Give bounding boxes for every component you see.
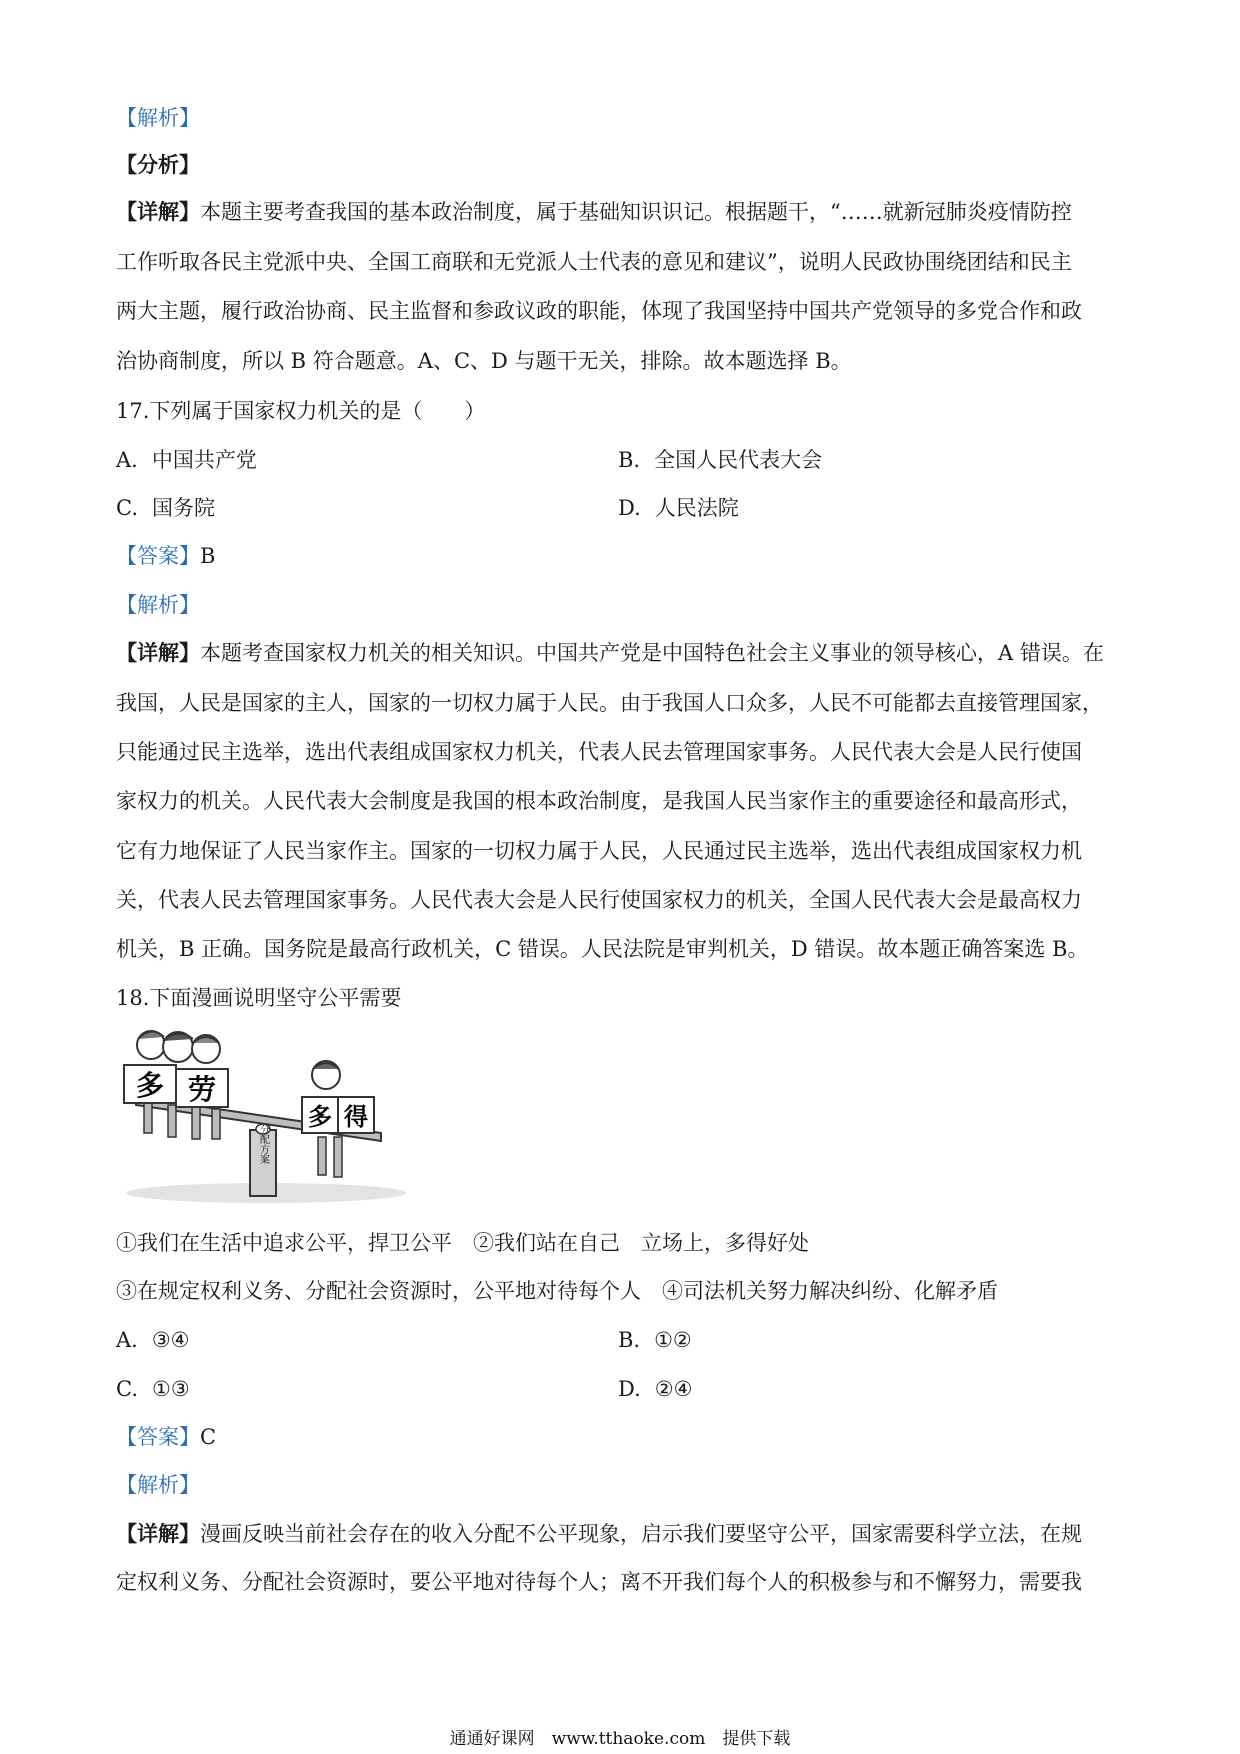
q17-answer: 【答案】B	[116, 544, 216, 568]
svg-text:多: 多	[135, 1069, 165, 1102]
svg-text:劳: 劳	[187, 1073, 217, 1106]
fairness-cartoon	[116, 1025, 416, 1207]
q16-detail-line-3: 两大主题，履行政治协商、民主监督和参政议政的职能，体现了我国坚持中国共产党领导的多党合作和政	[116, 299, 1082, 323]
q18-stem: 18.下面漫画说明坚守公平需要	[116, 986, 402, 1010]
q17-option-b: B. 全国人民代表大会	[618, 448, 823, 472]
q18-option-c: C. ①③	[116, 1377, 190, 1401]
fenxi-label: 【分析】	[116, 152, 200, 177]
q16-detail-line-4: 治协商制度，所以 B 符合题意。A、C、D 与题干无关，排除。故本题选择 B。	[116, 349, 852, 373]
q17-option-a: A. 中国共产党	[116, 448, 257, 472]
q17-jiexi-label: 【解析】	[116, 593, 200, 617]
q18-detail-line-1: 【详解】漫画反映当前社会存在的收入分配不公平现象，启示我们要坚守公平，国家需要科学立法，在规	[116, 1521, 1082, 1546]
q16-detail-line-1: 【详解】本题主要考查我国的基本政治制度，属于基础知识识记。根据题干，“……就新冠肺炎疫情防控	[116, 199, 1072, 224]
q17-option-c: C. 国务院	[116, 496, 215, 520]
q18-option-a: A. ③④	[116, 1328, 190, 1352]
svg-text:多: 多	[308, 1103, 332, 1131]
q17-detail-line-2: 我国，人民是国家的主人，国家的一切权力属于人民。由于我国人口众多，人民不可能都去直接管理国家，	[116, 691, 1103, 715]
q18-detail-line-2: 定权利义务、分配社会资源时，要公平地对待每个人；离不开我们每个人的积极参与和不懈努力，需要我	[116, 1570, 1082, 1594]
q17-detail-line-3: 只能通过民主选举，选出代表组成国家权力机关，代表人民去管理国家事务。人民代表大会是人民行使国	[116, 740, 1082, 764]
q17-detail-line-6: 关，代表人民去管理国家事务。人民代表大会是人民行使国家权力的机关，全国人民代表大会是最高权力	[116, 888, 1082, 912]
q17-detail-line-7: 机关，B 正确。国务院是最高行政机关，C 错误。人民法院是审判机关，D 错误。故本题正确答案选 B。	[116, 937, 1089, 961]
svg-text:得: 得	[344, 1103, 368, 1131]
q18-option-b: B. ①②	[618, 1328, 692, 1352]
q17-stem: 17.下列属于国家权力机关的是（ ）	[116, 399, 486, 423]
q18-answer: 【答案】C	[116, 1425, 217, 1449]
q16-detail-line-2: 工作听取各民主党派中央、全国工商联和无党派人士代表的意见和建议”，说明人民政协围绕团结和民主	[116, 250, 1072, 274]
page-footer: 通通好课网 www.tthaoke.com 提供下载	[449, 1729, 791, 1749]
jiexi-label: 【解析】	[116, 106, 200, 130]
q18-jiexi-label: 【解析】	[116, 1473, 200, 1497]
pivot-label: 分配方案	[257, 1124, 269, 1164]
q18-option-d: D. ②④	[618, 1377, 693, 1401]
q17-option-d: D. 人民法院	[618, 496, 739, 520]
q18-statement-line-2: ③在规定权利义务、分配社会资源时，公平地对待每个人 ④司法机关努力解决纠纷、化解矛盾	[116, 1279, 998, 1303]
q17-detail-line-1: 【详解】本题考查国家权力机关的相关知识。中国共产党是中国特色社会主义事业的领导核心，A 错误。在	[116, 640, 1104, 665]
q17-detail-line-4: 家权力的机关。人民代表大会制度是我国的根本政治制度，是我国人民当家作主的重要途径和最高形式，	[116, 789, 1082, 813]
q17-detail-line-5: 它有力地保证了人民当家作主。国家的一切权力属于人民，人民通过民主选举，选出代表组成国家权力机	[116, 839, 1082, 863]
xiangjie-label: 【详解】	[116, 199, 200, 224]
q18-statement-line-1: ①我们在生活中追求公平，捍卫公平 ②我们站在自己 立场上，多得好处	[116, 1231, 809, 1255]
